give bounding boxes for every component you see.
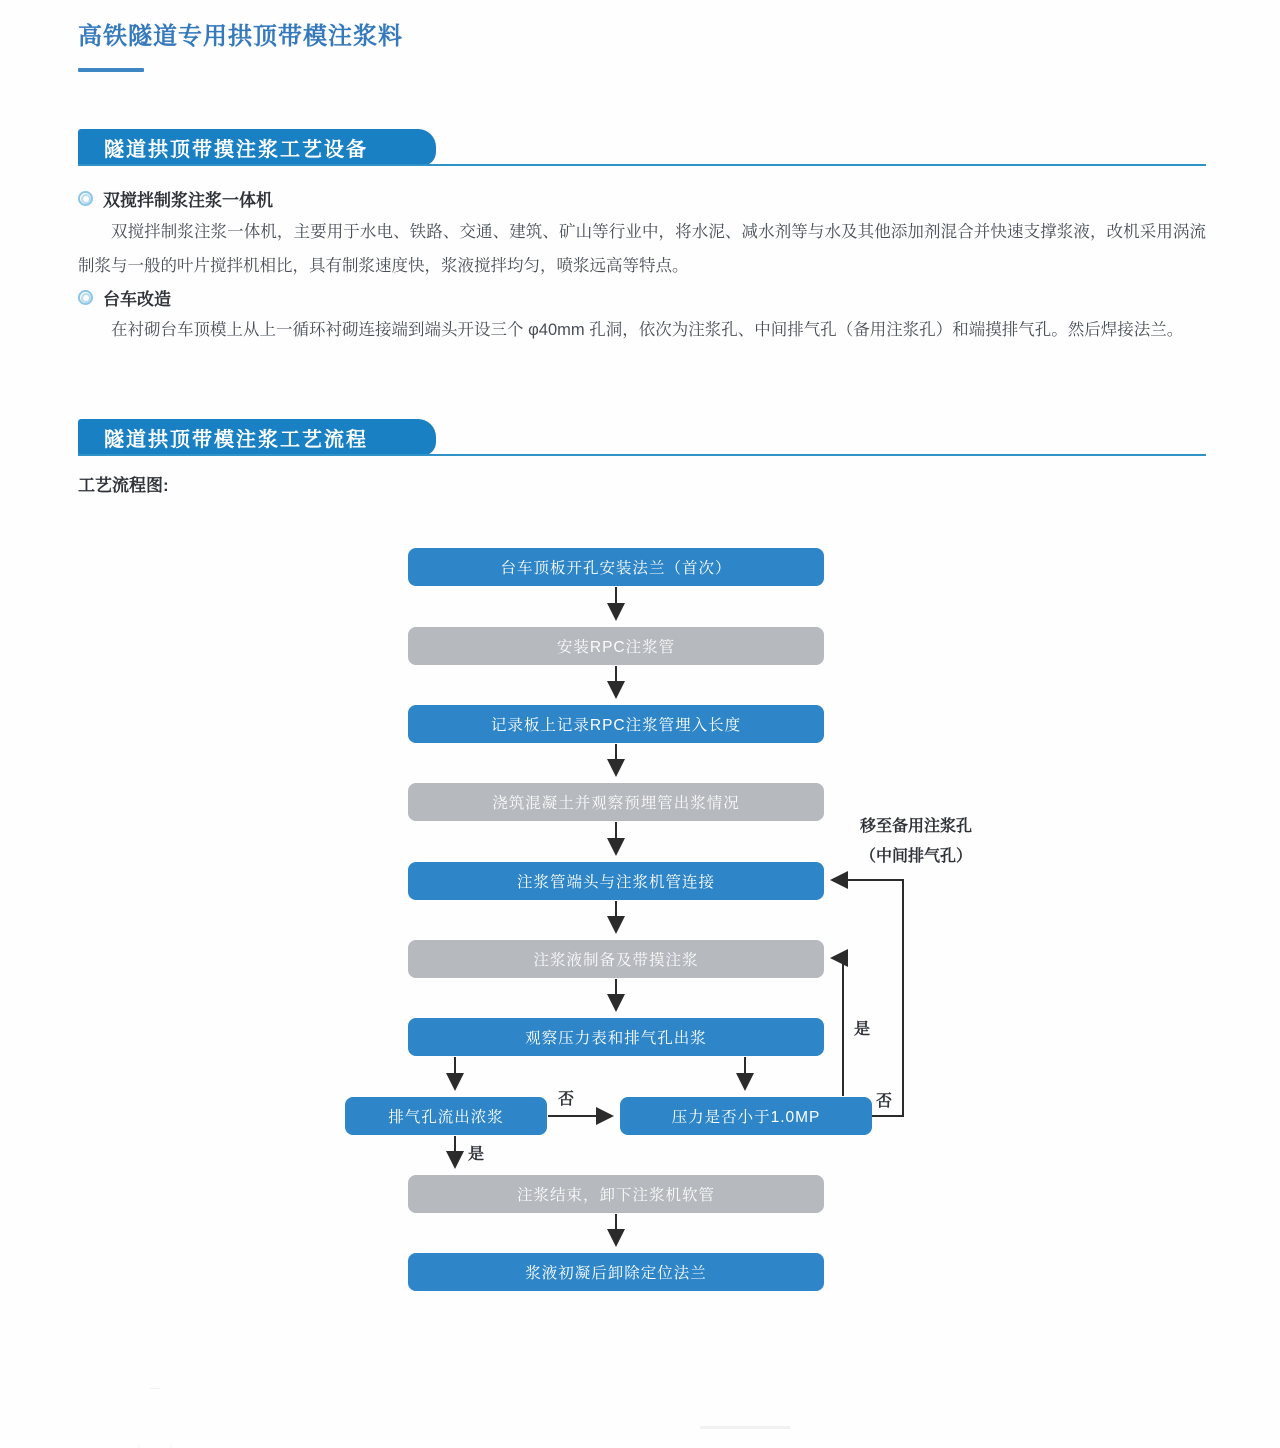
loop-annotation-line1: 移至备用注浆孔 (859, 818, 972, 835)
branch-label-yes: 是 (468, 1146, 485, 1163)
equipment-item-trolley (78, 285, 171, 310)
ring-bullet-icon (78, 191, 93, 206)
section-banner-process: 隧道拱顶带模注浆工艺流程 (78, 419, 436, 456)
item-heading: 双搅拌制浆注浆一体机 (103, 191, 273, 210)
ring-bullet-icon (78, 290, 93, 305)
section-banner-equipment: 隧道拱顶带摸注浆工艺设备 (78, 129, 436, 166)
diagram-label: 工艺流程图: (78, 476, 169, 495)
flow-step-observe-pressure: 观察压力表和排气孔出浆 (408, 1018, 824, 1056)
flow-step-finish-detach-hose: 注浆结束，卸下注浆机软管 (408, 1175, 824, 1213)
flow-step-install-rpc-pipe: 安装RPC注浆管 (408, 627, 824, 665)
loop-annotation (828, 812, 1004, 872)
item-heading: 台车改造 (103, 290, 171, 309)
branch-label-no: 否 (558, 1091, 575, 1108)
page-title: 高铁隧道专用拱顶带模注浆料 (78, 23, 403, 50)
flow-step-remove-flange: 浆液初凝后卸除定位法兰 (408, 1253, 824, 1291)
flow-step-record-length: 记录板上记录RPC注浆管埋入长度 (408, 705, 824, 743)
flow-step-pressure-check: 压力是否小于1.0MP (620, 1097, 872, 1135)
item-body-text: 在衬砌台车顶模上从上一循环衬砌连接端到端头开设三个 φ40mm 孔洞，依次为注浆孔、中间排气孔（备用注浆孔）和端摸排气孔。然后焊接法兰。 (111, 321, 1184, 339)
equipment-item-mixer (78, 186, 273, 211)
section-rule (78, 164, 1206, 166)
flow-step-connect-machine: 注浆管端头与注浆机管连接 (408, 862, 824, 900)
loop-annotation-line2: （中间排气孔） (859, 848, 972, 865)
loop-label-yes: 是 (854, 1021, 871, 1038)
flow-step-prepare-grout: 注浆液制备及带摸注浆 (408, 940, 824, 978)
flow-step-install-flange: 台车顶板开孔安装法兰（首次） (408, 548, 824, 586)
loop-label-no: 否 (876, 1093, 893, 1110)
section-rule (78, 454, 1206, 456)
flow-step-vent-thick-grout: 排气孔流出浓浆 (345, 1097, 547, 1135)
item-body-text: 双搅拌制浆注浆一体机，主要用于水电、铁路、交通、建筑、矿山等行业中，将水泥、减水剂等与水及其他添加剂混合并快速支撑浆液，改机采用涡流制浆与一般的叶片搅拌机相比，具有制浆速度快，浆液搅拌均匀，喷浆远高等特点。 (78, 223, 1206, 275)
tower-watermark (138, 1388, 172, 1448)
footer-faint-line (700, 1426, 790, 1429)
title-underline-dash (78, 68, 144, 72)
flow-step-pour-concrete: 浇筑混凝土并观察预埋管出浆情况 (408, 783, 824, 821)
